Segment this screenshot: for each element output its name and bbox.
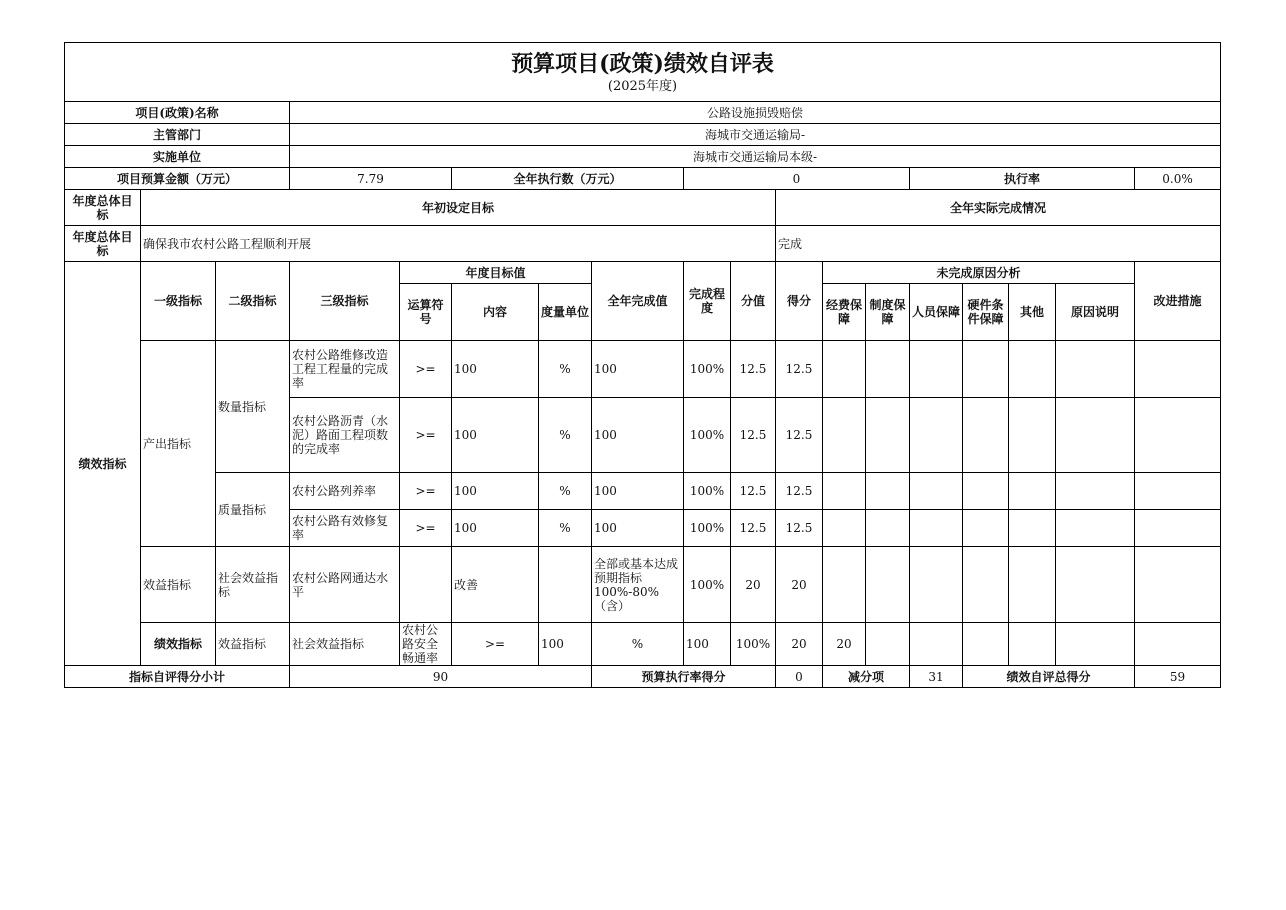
- quality-indicator: 质量指标: [216, 473, 290, 547]
- rate-value: 0.0%: [1135, 168, 1221, 190]
- table-row: [65, 341, 1221, 398]
- level3-cell: 农村公路网通达水平: [290, 547, 400, 623]
- unit-header: 度量单位: [539, 284, 592, 341]
- subtotal-label: 指标自评得分小计: [65, 666, 290, 688]
- budget-score-label: 预算执行率得分: [592, 666, 776, 688]
- content-cell: 100: [452, 473, 539, 510]
- goal-content-row: [65, 226, 1221, 262]
- unit-cell: %: [539, 510, 592, 547]
- completion-cell: 100%: [684, 473, 731, 510]
- completion-cell: 100%: [684, 341, 731, 398]
- executed-value: 0: [684, 168, 910, 190]
- perf-group-label: 绩效指标: [65, 262, 141, 666]
- unit-cell: %: [592, 623, 684, 666]
- goal-label: 年度总体目标: [65, 190, 141, 226]
- unit-cell: [539, 547, 592, 623]
- evaluation-sheet: [64, 42, 1221, 688]
- score-value-cell: 20: [776, 623, 823, 666]
- social-benefit-indicator-2: 社会效益指标: [290, 623, 400, 666]
- actual-goal-text: 完成: [776, 226, 1221, 262]
- department-label: 主管部门: [65, 124, 290, 146]
- score-cell: 12.5: [776, 473, 823, 510]
- operator-cell: >=: [452, 623, 539, 666]
- content-cell: 100: [452, 398, 539, 473]
- annual-value-cell: 100: [684, 623, 731, 666]
- initial-goal-text: 确保我市农村公路工程顺利开展: [141, 226, 776, 262]
- initial-goal-header: 年初设定目标: [141, 190, 776, 226]
- content-cell: 100: [539, 623, 592, 666]
- project-name-value: 公路设施损毁赔偿: [290, 102, 1221, 124]
- unit-cell: %: [539, 341, 592, 398]
- annual-value-cell: 全部或基本达成预期指标100%-80%（含）: [592, 547, 684, 623]
- budget-row: [65, 168, 1221, 190]
- unit-value: 海城市交通运输局本级-: [290, 146, 1221, 168]
- deduct-value: 31: [910, 666, 963, 688]
- score-value-header: 分值: [731, 262, 776, 341]
- benefit-indicator-2: 效益指标: [216, 623, 290, 666]
- budget-score-value: 0: [776, 666, 823, 688]
- score-cell: 20: [823, 623, 866, 666]
- completion-cell: 100%: [684, 547, 731, 623]
- table-row: [65, 473, 1221, 510]
- table-row: [65, 623, 1221, 666]
- perf-group-label-2: 绩效指标: [141, 623, 216, 666]
- reason-staff-header: 人员保障: [910, 284, 963, 341]
- table-row: [65, 547, 1221, 623]
- level3-cell: 农村公路安全畅通率: [400, 623, 452, 666]
- annual-value-cell: 100: [592, 341, 684, 398]
- department-value: 海城市交通运输局-: [290, 124, 1221, 146]
- quantity-indicator: 数量指标: [216, 341, 290, 473]
- score-cell: 12.5: [776, 398, 823, 473]
- total-value: 59: [1135, 666, 1221, 688]
- unit-cell: %: [539, 398, 592, 473]
- content-cell: 改善: [452, 547, 539, 623]
- budget-value: 7.79: [290, 168, 452, 190]
- project-name-label: 项目(政策)名称: [65, 102, 290, 124]
- completion-cell: 100%: [731, 623, 776, 666]
- unit-label: 实施单位: [65, 146, 290, 168]
- actual-goal-header: 全年实际完成情况: [776, 190, 1221, 226]
- score-value-cell: 12.5: [731, 510, 776, 547]
- operator-cell: [400, 547, 452, 623]
- completion-cell: 100%: [684, 510, 731, 547]
- score-value-cell: 20: [731, 547, 776, 623]
- operator-cell: >=: [400, 341, 452, 398]
- reason-hardware-header: 硬件条件保障: [963, 284, 1009, 341]
- sheet-title: 预算项目(政策)绩效自评表: [511, 51, 774, 77]
- target-group-header: 年度目标值: [400, 262, 592, 284]
- improve-header: 改进措施: [1135, 262, 1221, 341]
- indicator-header-row-1: [65, 262, 1221, 284]
- sheet-subtitle: (2025年度): [607, 79, 678, 94]
- reason-other-header: 其他: [1009, 284, 1056, 341]
- unit-row: [65, 146, 1221, 168]
- level3-cell: 农村公路列养率: [290, 473, 400, 510]
- reason-note-header: 原因说明: [1056, 284, 1135, 341]
- score-value-cell: 12.5: [731, 341, 776, 398]
- level3-cell: 农村公路沥青（水泥）路面工程项数的完成率: [290, 398, 400, 473]
- annual-value-cell: 100: [592, 510, 684, 547]
- content-cell: 100: [452, 341, 539, 398]
- reason-fund-header: 经费保障: [823, 284, 866, 341]
- department-row: [65, 124, 1221, 146]
- output-indicator: 产出指标: [141, 341, 216, 547]
- content-header: 内容: [452, 284, 539, 341]
- title-box: [64, 42, 1221, 101]
- level2-header: 二级指标: [216, 262, 290, 341]
- completion-header: 完成程度: [684, 262, 731, 341]
- operator-cell: >=: [400, 398, 452, 473]
- footer-row: [65, 666, 1221, 688]
- score-cell: 12.5: [776, 510, 823, 547]
- evaluation-table: [64, 101, 1221, 688]
- score-cell: 20: [776, 547, 823, 623]
- level3-header: 三级指标: [290, 262, 400, 341]
- operator-cell: >=: [400, 510, 452, 547]
- rate-label: 执行率: [910, 168, 1135, 190]
- subtotal-value: 90: [290, 666, 592, 688]
- level1-header: 一级指标: [141, 262, 216, 341]
- goal-header-row: [65, 190, 1221, 226]
- deduct-label: 减分项: [823, 666, 910, 688]
- annual-value-header: 全年完成值: [592, 262, 684, 341]
- benefit-indicator: 效益指标: [141, 547, 216, 623]
- project-name-row: [65, 102, 1221, 124]
- score-value-cell: 12.5: [731, 473, 776, 510]
- level3-cell: 农村公路有效修复率: [290, 510, 400, 547]
- content-cell: 100: [452, 510, 539, 547]
- annual-value-cell: 100: [592, 398, 684, 473]
- reason-system-header: 制度保障: [866, 284, 910, 341]
- level3-cell: 农村公路维修改造工程工程量的完成率: [290, 341, 400, 398]
- score-value-cell: 12.5: [731, 398, 776, 473]
- goal-label-2: 年度总体目标: [65, 226, 141, 262]
- score-header: 得分: [776, 262, 823, 341]
- score-cell: 12.5: [776, 341, 823, 398]
- total-label: 绩效自评总得分: [963, 666, 1135, 688]
- operator-header: 运算符号: [400, 284, 452, 341]
- operator-cell: >=: [400, 473, 452, 510]
- reason-group-header: 未完成原因分析: [823, 262, 1135, 284]
- executed-label: 全年执行数（万元）: [452, 168, 684, 190]
- annual-value-cell: 100: [592, 473, 684, 510]
- budget-label: 项目预算金额（万元）: [65, 168, 290, 190]
- completion-cell: 100%: [684, 398, 731, 473]
- social-benefit-indicator: 社会效益指标: [216, 547, 290, 623]
- unit-cell: %: [539, 473, 592, 510]
